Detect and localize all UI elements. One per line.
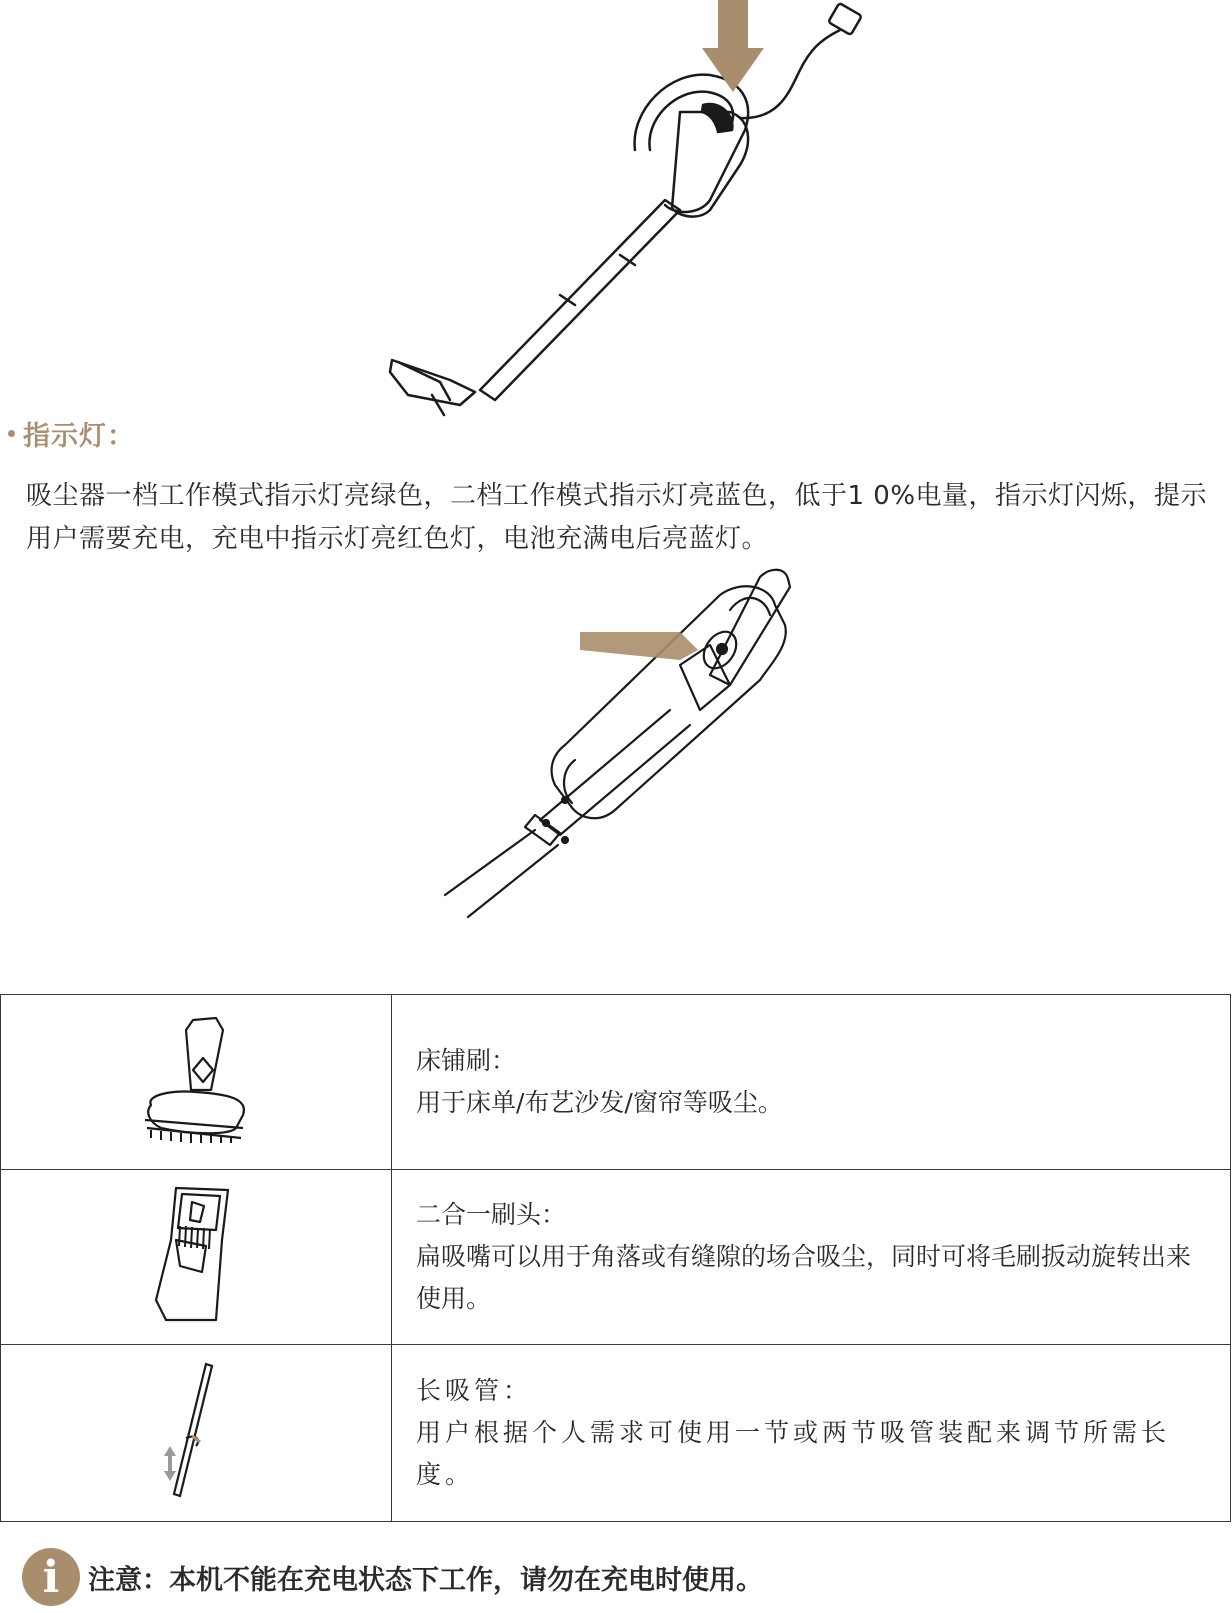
indicator-light-illustration (440, 565, 860, 955)
accessory-description: 用户根据个人需求可使用一节或两节吸管装配来调节所需长度。 (416, 1418, 1171, 1489)
accessory-name: 二合一刷头： (416, 1200, 567, 1229)
info-icon: i (22, 1548, 80, 1606)
accessory-image-cell (1, 995, 392, 1170)
accessory-description: 扁吸嘴可以用于角落或有缝隙的场合吸尘，同时可将毛刷扳动旋转出来使用。 (416, 1242, 1192, 1313)
indicator-description: 吸尘器一档工作模式指示灯亮绿色，二档工作模式指示灯亮蓝色，低于1 0%电量，指示灯闪烁，提示用户需要充电，充电中指示灯亮红色灯，电池充满电后亮蓝灯。 (26, 481, 1208, 554)
safety-note (22, 1548, 763, 1606)
safety-note-text: 注意：本机不能在充电状态下工作，请勿在充电时使用。 (88, 1564, 763, 1596)
indicator-heading-text: 指示灯： (23, 421, 135, 452)
bed-brush-icon (131, 1010, 261, 1150)
indicator-heading (8, 414, 135, 453)
bullet-icon (8, 430, 15, 437)
extension-tube-icon (156, 1356, 236, 1506)
accessory-text-cell (392, 995, 1231, 1170)
table-row (1, 995, 1231, 1170)
table-row (1, 1170, 1231, 1345)
charging-illustration (380, 0, 900, 420)
accessory-text-cell (392, 1345, 1231, 1522)
accessory-image-cell (1, 1170, 392, 1345)
accessory-image-cell (1, 1345, 392, 1522)
accessory-description: 用于床单/布艺沙发/窗帘等吸尘。 (416, 1088, 783, 1117)
accessory-name: 床铺刷： (416, 1046, 517, 1075)
accessory-name: 长吸管： (416, 1376, 533, 1405)
accessories-table (0, 994, 1231, 1522)
accessory-text-cell (392, 1170, 1231, 1345)
table-row (1, 1345, 1231, 1522)
two-in-one-brush-icon (146, 1180, 246, 1330)
